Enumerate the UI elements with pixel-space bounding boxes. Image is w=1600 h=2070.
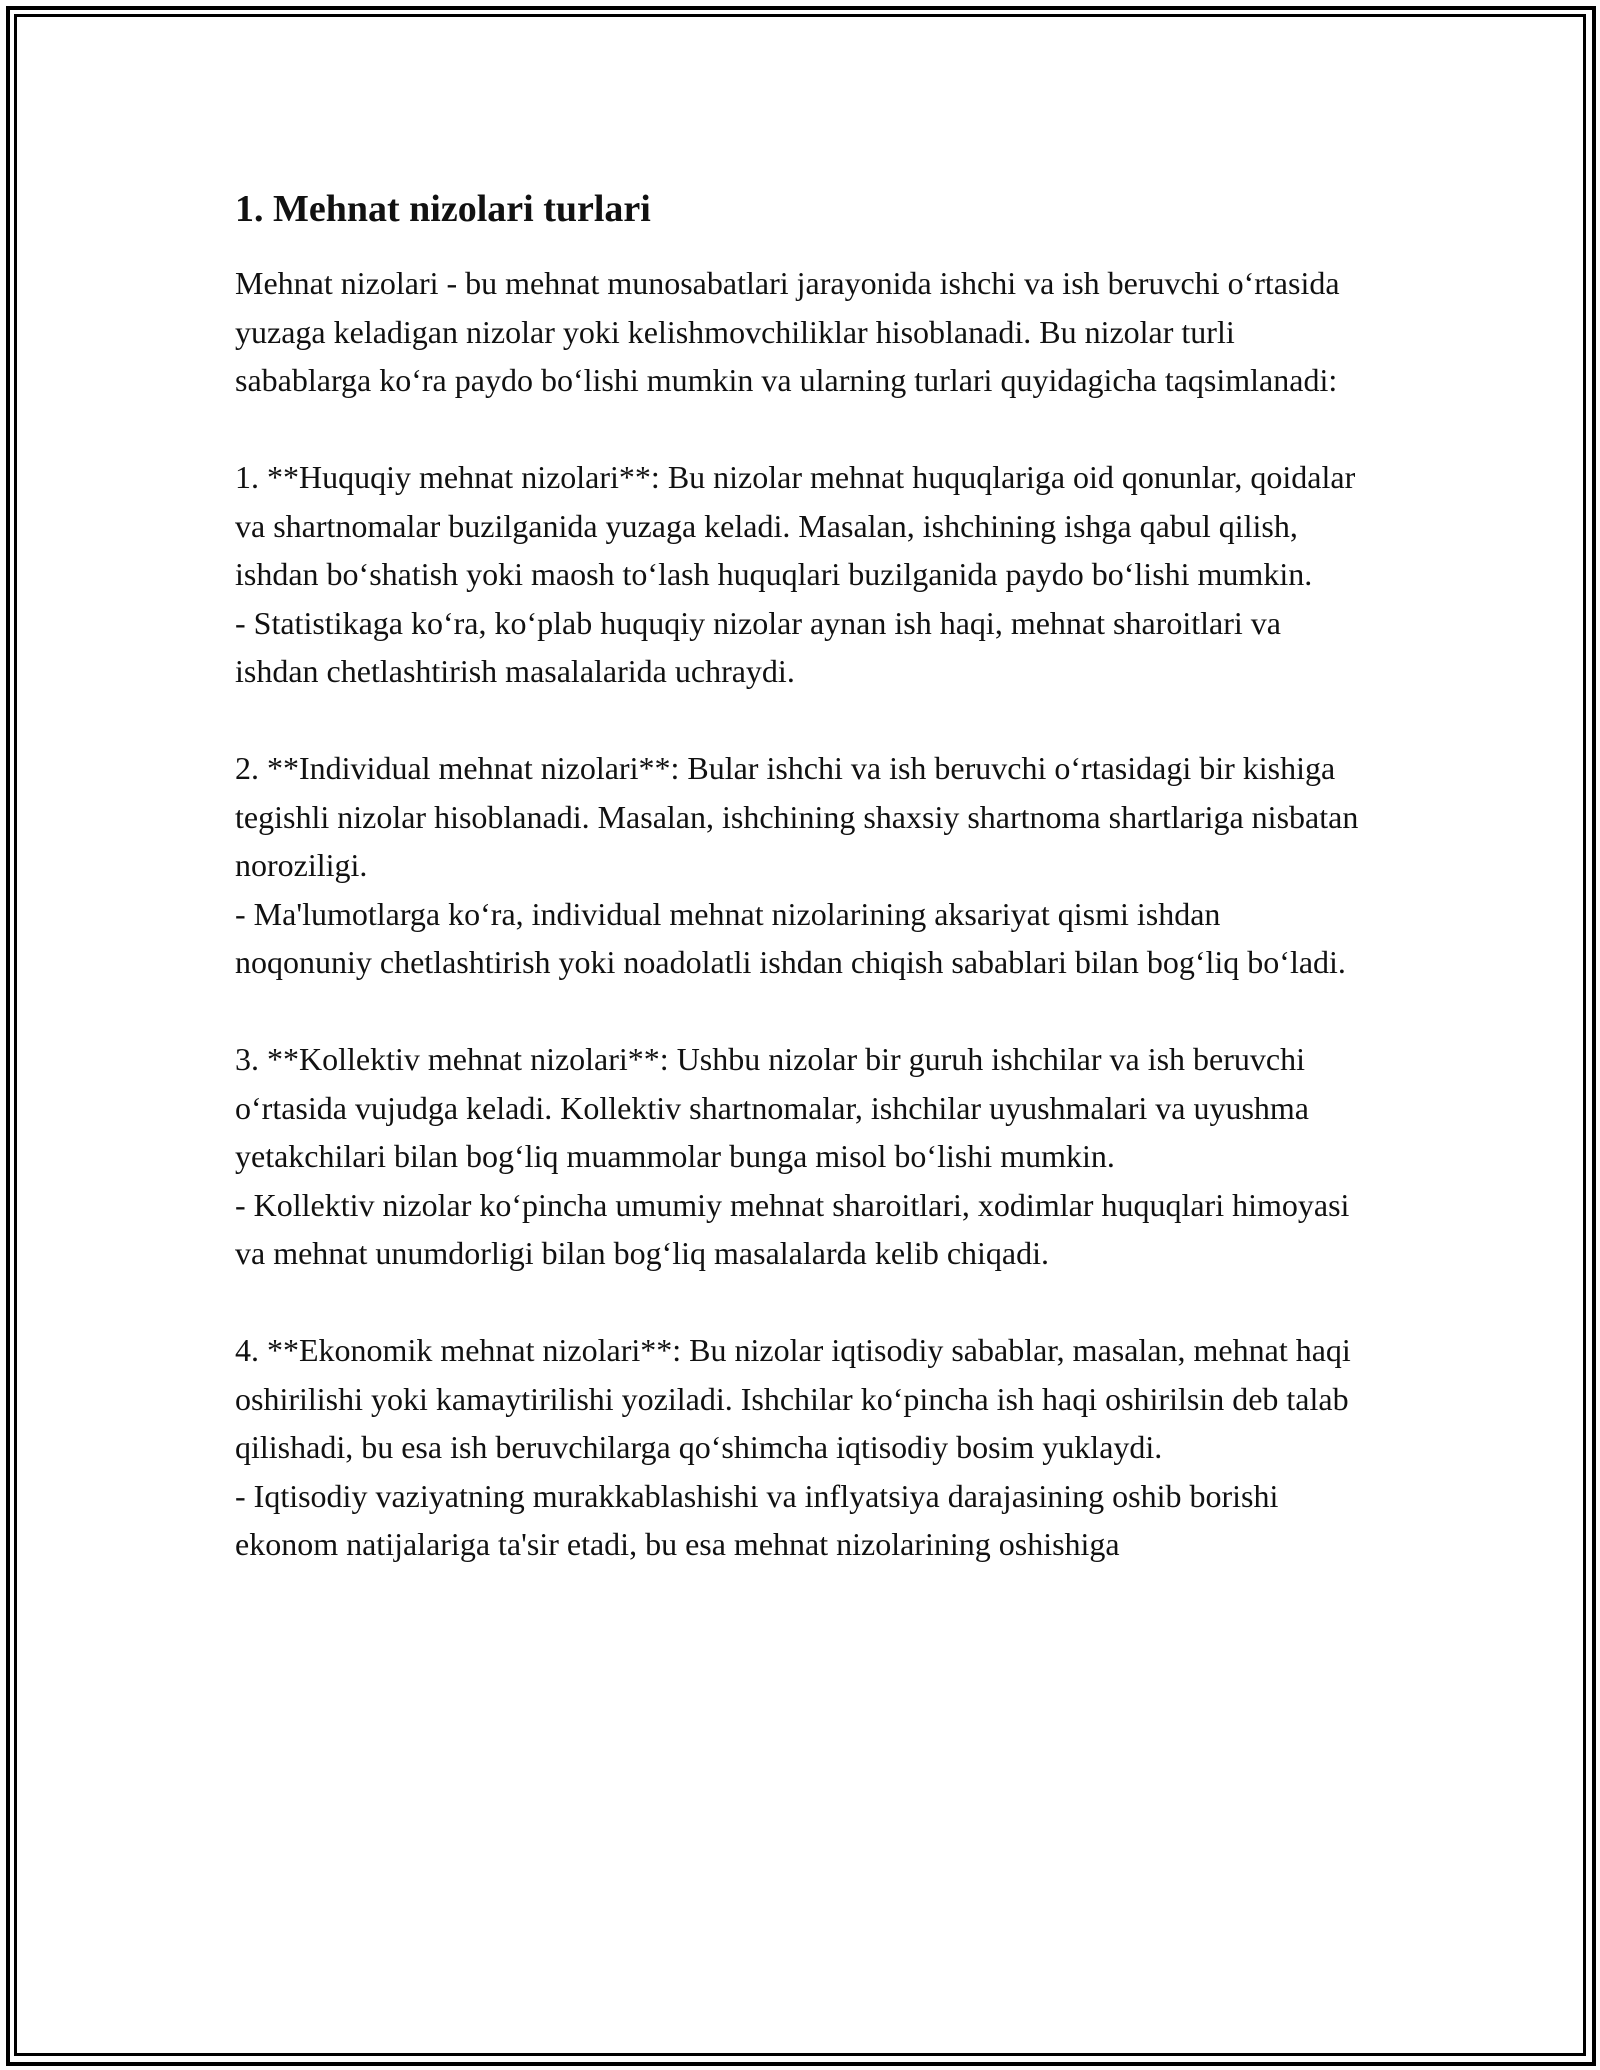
paragraph-spacer (235, 405, 1365, 454)
item-2-paragraph: 2. **Individual mehnat nizolari**: Bular ishchi va ish beruvchi o‘rtasidagi bir kishiga tegishli nizolar hisoblanadi. Masalan, ishchining shaxsiy shartnoma shartlariga nisbatan noroziligi. (235, 750, 1359, 883)
item-4-note: - Iqtisodiy vaziyatning murakkablashishi va inflyatsiya darajasining oshib borishi ekonom natijalariga ta'sir etadi, bu esa mehnat nizolarining oshishiga (235, 1477, 1279, 1562)
paragraph-spacer (235, 696, 1365, 745)
item-3-paragraph: 3. **Kollektiv mehnat nizolari**: Ushbu nizolar bir guruh ishchilar va ish beruvchi o‘rtasida vujudga keladi. Kollektiv shartnomalar, ishchilar uyushmalari va uyushma yetakchilari bilan bog‘liq muammolar bunga misol bo‘lishi mumkin. (235, 1041, 1309, 1174)
section-heading: 1. Mehnat nizolari turlari (235, 188, 651, 230)
item-2-note: - Ma'lumotlarga ko‘ra, individual mehnat nizolarining aksariyat qismi ishdan noqonuniy chetlashtirish yoki noadolatli ishdan chiqish sabablari bilan bog‘liq bo‘ladi. (235, 895, 1346, 980)
item-3-note: - Kollektiv nizolar ko‘pincha umumiy mehnat sharoitlari, xodimlar huquqlari himoyasi va mehnat unumdorligi bilan bog‘liq masalalarda kelib chiqadi. (235, 1186, 1350, 1271)
item-1-paragraph: 1. **Huquqiy mehnat nizolari**: Bu nizolar mehnat huquqlariga oid qonunlar, qoidalar va shartnomalar buzilganida yuzaga keladi. Masalan, ishchining ishga qabul qilish, ishdan bo‘shatish yoki maosh to‘lash huquqlari buzilganida paydo bo‘lishi mumkin. (235, 459, 1356, 592)
paragraph-spacer (235, 1278, 1365, 1327)
item-1-note: - Statistikaga ko‘ra, ko‘plab huquqiy nizolar aynan ish haqi, mehnat sharoitlari va ishdan chetlashtirish masalalarida uchraydi. (235, 604, 1281, 689)
document-body (235, 185, 1365, 1569)
paragraph-spacer (235, 987, 1365, 1036)
intro-paragraph: Mehnat nizolari - bu mehnat munosabatlari jarayonida ishchi va ish beruvchi o‘rtasida yuzaga keladigan nizolar yoki kelishmovchiliklar hisoblanadi. Bu nizolar turli sabablarga ko‘ra paydo bo‘lishi mumkin va ularning turlari quyidagicha taqsimlanadi: (235, 265, 1340, 398)
item-4-paragraph: 4. **Ekonomik mehnat nizolari**: Bu nizolar iqtisodiy sabablar, masalan, mehnat haqi oshirilishi yoki kamaytirilishi yoziladi. Ishchilar ko‘pincha ish haqi oshirilsin deb talab qilishadi, bu esa ish beruvchilarga qo‘shimcha iqtisodiy bosim yuklaydi. (235, 1332, 1351, 1465)
